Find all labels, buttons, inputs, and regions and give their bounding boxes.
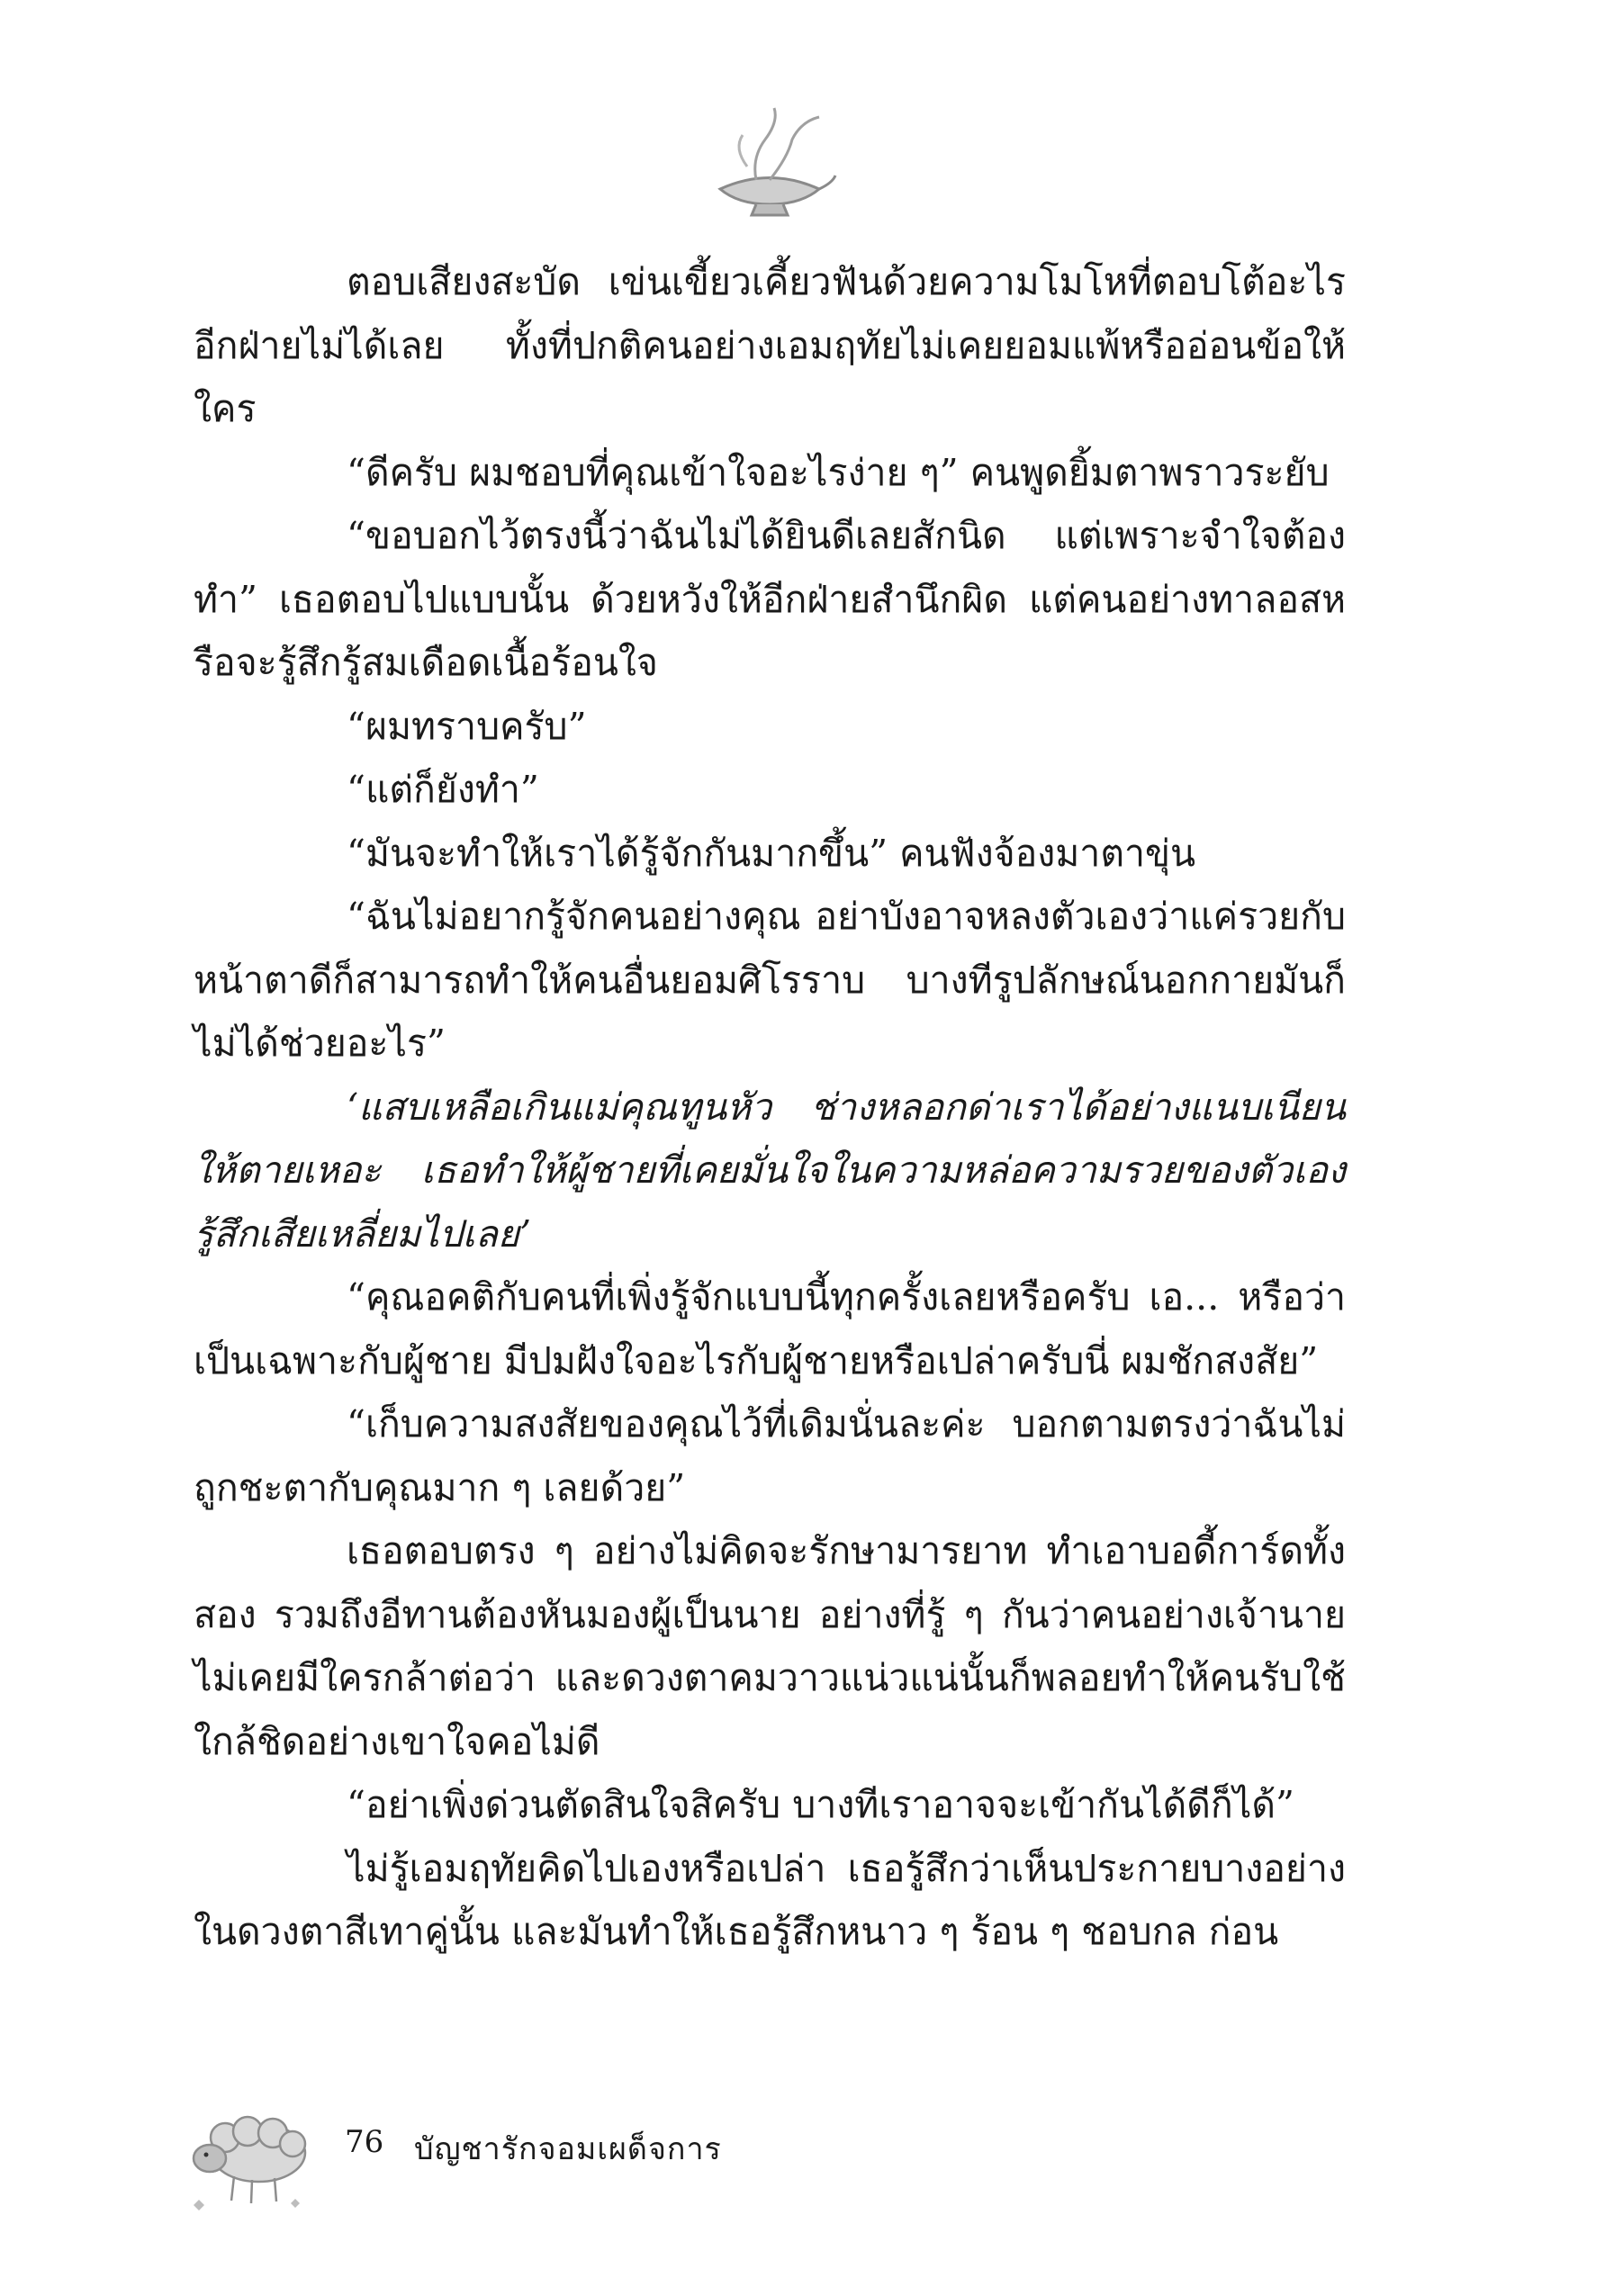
paragraph: “มันจะทำให้เราได้รู้จักกันมากขึ้น” คนฟังจ้องมาตาขุ่น bbox=[347, 831, 1196, 875]
paragraph: “ฉันไม่อยากรู้จักคนอย่างคุณ อย่าบังอาจหลงตัวเองว่าแค่รวยกับหน้าตาดีก็สามารถทำให้คนอื่นยอมศิโรราบ บางทีรูปลักษณ์นอกกายมันก็ไม่ได้ช่วยอะไร” bbox=[194, 895, 1346, 1065]
paragraph: “เก็บความสงสัยของคุณไว้ที่เดิมนั่นละค่ะ บอกตามตรงว่าฉันไม่ถูกชะตากับคุณมาก ๆ เลยด้วย” bbox=[194, 1402, 1346, 1509]
body-text bbox=[194, 250, 1346, 1964]
magic-lamp-icon bbox=[702, 104, 837, 221]
page-number: 76 bbox=[345, 2124, 384, 2160]
inner-thought-paragraph: ‘แสบเหลือเกินแม่คุณทูนหัว ช่างหลอกด่าเราได้อย่างแนบเนียนให้ตายเหอะ เธอทำให้ผู้ชายที่เคยมั่นใจในความหล่อความรวยของตัวเองรู้สึกเสียเหลี่ยมไปเลย’ bbox=[194, 1085, 1346, 1256]
paragraph: “คุณอคติกับคนที่เพิ่งรู้จักแบบนี้ทุกครั้งเลยหรือครับ เอ... หรือว่าเป็นเฉพาะกับผู้ชาย มีปมฝังใจอะไรกับผู้ชายหรือเปล่าครับนี่ ผมชักสงสัย” bbox=[194, 1275, 1346, 1382]
sheep-icon bbox=[185, 2097, 320, 2214]
paragraph: เธอตอบตรง ๆ อย่างไม่คิดจะรักษามารยาท ทำเอาบอดี้การ์ดทั้งสอง รวมถึงอีทานต้องหันมองผู้เป็นนาย อย่างที่รู้ ๆ กันว่าคนอย่างเจ้านายไม่เคยมีใครกล้าต่อว่า และดวงตาคมวาวแน่วแน่นั้นก็พลอยทำให้คนรับใช้ใกล้ชิดอย่างเขาใจคอไม่ดี bbox=[194, 1529, 1346, 1763]
paragraph: “แต่ก็ยังทำ” bbox=[347, 768, 539, 811]
paragraph: “ดีครับ ผมชอบที่คุณเข้าใจอะไรง่าย ๆ” คนพูดยิ้มตาพราวระยับ bbox=[347, 450, 1330, 494]
page-footer bbox=[185, 2097, 815, 2232]
book-title: บัญชารักจอมเผด็จการ bbox=[414, 2131, 722, 2167]
paragraph: “ผมทราบครับ” bbox=[347, 704, 587, 748]
paragraph: “ขอบอกไว้ตรงนี้ว่าฉันไม่ได้ยินดีเลยสักนิด แต่เพราะจำใจต้องทำ” เธอตอบไปแบบนั้น ด้วยหวังให้อีกฝ่ายสำนึกผิด แต่คนอย่างทาลอสหรือจะรู้สึกรู้สมเดือดเนื้อร้อนใจ bbox=[194, 514, 1346, 684]
paragraph: ไม่รู้เอมฤทัยคิดไปเองหรือเปล่า เธอรู้สึกว่าเห็นประกายบางอย่างในดวงตาสีเทาคู่นั้น และมันทำให้เธอรู้สึกหนาว ๆ ร้อน ๆ ชอบกล ก่อน bbox=[194, 1846, 1346, 1953]
paragraph: “อย่าเพิ่งด่วนตัดสินใจสิครับ บางทีเราอาจจะเข้ากันได้ดีก็ได้” bbox=[347, 1783, 1294, 1826]
paragraph: ตอบเสียงสะบัด เข่นเขี้ยวเคี้ยวฟันด้วยความโมโหที่ตอบโต้อะไรอีกฝ่ายไม่ได้เลย ทั้งที่ปกติคนอย่างเอมฤทัยไม่เคยยอมแพ้หรืออ่อนข้อให้ใคร bbox=[194, 260, 1346, 430]
